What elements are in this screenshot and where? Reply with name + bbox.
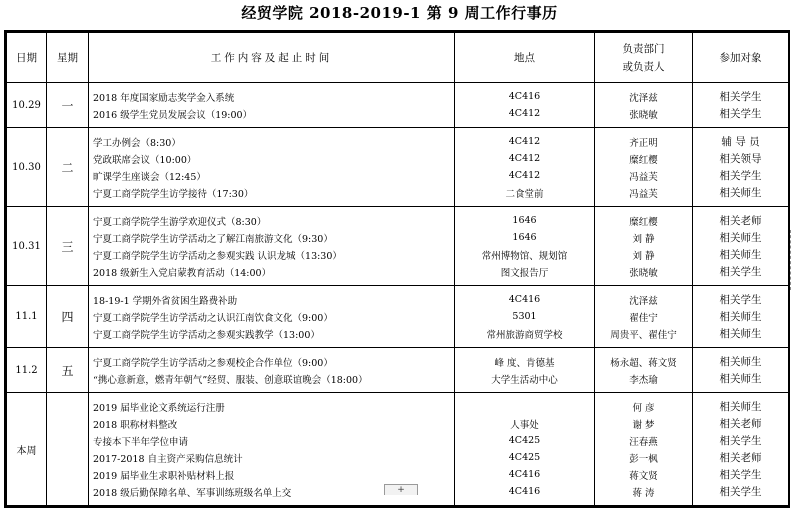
date-cell: 11.1 (7, 286, 47, 348)
attendees-cell: 相关师生 (693, 246, 789, 263)
dept-cell: 冯益芙 (595, 167, 693, 184)
dept-cell: 蒋文贤 (595, 466, 693, 483)
location-cell: 1646 (455, 229, 595, 246)
task-cell: 2018 职称材料整改 (89, 415, 455, 432)
header-dept-line1: 负责部门 (622, 42, 665, 55)
page-title: 经贸学院 2018-2019-1 第 9 周工作行事历 (241, 4, 558, 22)
location-cell: 峰 度、肯德基 (455, 353, 595, 370)
dept-cell: 谢 梦 (595, 415, 693, 432)
schedule-row (7, 353, 789, 370)
spacer-row (7, 500, 789, 506)
dept-cell: 刘 静 (595, 229, 693, 246)
dept-cell: 李杰瑜 (595, 370, 693, 387)
weekday-cell: 五 (47, 348, 89, 393)
task-cell: 党政联席会议（10:00） (89, 150, 455, 167)
location-cell: 二食堂前 (455, 184, 595, 201)
location-cell: 4C425 (455, 449, 595, 466)
task-cell: 2017-2018 自主资产采购信息统计 (89, 449, 455, 466)
schedule-row (7, 325, 789, 342)
attendees-cell: 相关师生 (693, 370, 789, 387)
spacer-cell (693, 500, 789, 506)
dept-cell: 蒋 涛 (595, 483, 693, 500)
location-cell: 4C412 (455, 133, 595, 150)
dept-cell: 沈泽兹 (595, 291, 693, 308)
schedule-row (7, 184, 789, 201)
header-attendees: 参加对象 (693, 33, 789, 83)
dept-cell: 齐正明 (595, 133, 693, 150)
attendees-cell: 相关学生 (693, 105, 789, 122)
attendees-cell: 相关学生 (693, 466, 789, 483)
dept-cell: 何 彦 (595, 398, 693, 415)
schedule-row (7, 246, 789, 263)
weekday-cell: 三 (47, 207, 89, 286)
date-cell: 11.2 (7, 348, 47, 393)
schedule-row (7, 167, 789, 184)
task-cell: 2019 届毕业论文系统运行注册 (89, 398, 455, 415)
attendees-cell: 相关学生 (693, 167, 789, 184)
header-date: 日期 (7, 33, 47, 83)
dept-cell: 刘 静 (595, 246, 693, 263)
task-cell: 2016 级学生党员发展会议（19:00） (89, 105, 455, 122)
task-cell: 2018 年度国家励志奖学金入系统 (89, 88, 455, 105)
location-cell: 4C416 (455, 483, 595, 500)
attendees-cell: 相关领导 (693, 150, 789, 167)
schedule-row (7, 308, 789, 325)
header-dept (595, 33, 693, 83)
weekday-cell: 四 (47, 286, 89, 348)
task-cell: 宁夏工商学院学生访学活动之参观校企合作单位（9:00） (89, 353, 455, 370)
schedule-row (7, 105, 789, 122)
location-cell: 5301 (455, 308, 595, 325)
date-cell: 本周 (7, 393, 47, 506)
spacer-cell (455, 500, 595, 506)
dept-cell: 汪春燕 (595, 432, 693, 449)
attendees-cell: 辅 导 员 (693, 133, 789, 150)
spacer-cell (595, 500, 693, 506)
weekday-cell: 一 (47, 83, 89, 128)
header-dept-line2: 或负责人 (622, 60, 665, 73)
task-cell: 2018 级新生入党启蒙教育活动（14:00） (89, 263, 455, 280)
schedule-row (7, 449, 789, 466)
location-cell: 4C416 (455, 466, 595, 483)
location-cell: 4C416 (455, 88, 595, 105)
task-cell: 旷课学生座谈会（12:45） (89, 167, 455, 184)
attendees-cell: 相关师生 (693, 353, 789, 370)
task-cell: 宁夏工商学院学生访学接待（17:30） (89, 184, 455, 201)
schedule-table-frame (4, 30, 790, 508)
date-cell: 10.31 (7, 207, 47, 286)
task-cell: 2018 级后勤保障名单、军事训练班级名单上交 (89, 483, 455, 500)
weekday-cell: 二 (47, 128, 89, 207)
task-cell: 宁夏工商学院学生访学活动之了解江南旅游文化（9:30） (89, 229, 455, 246)
schedule-row (7, 133, 789, 150)
schedule-row (7, 370, 789, 387)
task-cell: 学工办例会（8:30） (89, 133, 455, 150)
task-cell: 2019 届毕业生求职补贴材料上报 (89, 466, 455, 483)
task-cell: “携心意新意，燃青年朝气”经贸、服装、创意联谊晚会（18:00） (89, 370, 455, 387)
date-cell: 10.30 (7, 128, 47, 207)
location-cell: 4C412 (455, 150, 595, 167)
location-cell: 4C412 (455, 105, 595, 122)
location-cell (455, 398, 595, 415)
task-cell: 宁夏工商学院学生访学活动之认识江南饮食文化（9:00） (89, 308, 455, 325)
location-cell: 常州旅游商贸学校 (455, 325, 595, 342)
location-cell: 1646 (455, 212, 595, 229)
schedule-row (7, 398, 789, 415)
header-location: 地点 (455, 33, 595, 83)
task-cell: 18-19-1 学期外省贫困生路费补助 (89, 291, 455, 308)
attendees-cell: 相关老师 (693, 449, 789, 466)
schedule-row (7, 88, 789, 105)
schedule-row (7, 229, 789, 246)
spacer-cell (89, 500, 455, 506)
location-cell: 常州博物馆、规划馆 (455, 246, 595, 263)
location-cell: 4C412 (455, 167, 595, 184)
dept-cell: 杨永超、蒋文贤 (595, 353, 693, 370)
attendees-cell: 相关师生 (693, 184, 789, 201)
task-cell: 专接本下半年学位申请 (89, 432, 455, 449)
schedule-row (7, 415, 789, 432)
attendees-cell: 相关师生 (693, 398, 789, 415)
attendees-cell: 相关学生 (693, 88, 789, 105)
attendees-cell: 相关师生 (693, 308, 789, 325)
task-cell: 宁夏工商学院学生访学活动之参观实践教学（13:00） (89, 325, 455, 342)
dept-cell: 彭一枫 (595, 449, 693, 466)
schedule-table (6, 32, 789, 506)
dept-cell: 糜红樱 (595, 150, 693, 167)
location-cell: 4C416 (455, 291, 595, 308)
schedule-row (7, 466, 789, 483)
attendees-cell: 相关师生 (693, 325, 789, 342)
header-task: 工作内容及起止时间 (89, 33, 455, 83)
attendees-cell: 相关老师 (693, 212, 789, 229)
add-sheet-button[interactable]: + (384, 484, 418, 495)
task-cell: 宁夏工商学院学生访学活动之参观实践 认识龙城（13:30） (89, 246, 455, 263)
schedule-row (7, 150, 789, 167)
sheet-footer (4, 484, 794, 494)
attendees-cell: 相关学生 (693, 483, 789, 500)
dept-cell: 周贵平、翟佳宁 (595, 325, 693, 342)
date-cell: 10.29 (7, 83, 47, 128)
dept-cell: 张晓敏 (595, 263, 693, 280)
header-weekday: 星期 (47, 33, 89, 83)
schedule-row (7, 432, 789, 449)
location-cell: 大学生活动中心 (455, 370, 595, 387)
dept-cell: 糜红樱 (595, 212, 693, 229)
header-row (7, 33, 789, 83)
location-cell: 4C425 (455, 432, 595, 449)
attendees-cell: 相关学生 (693, 291, 789, 308)
dept-cell: 翟佳宁 (595, 308, 693, 325)
page-break-marker (790, 230, 797, 290)
schedule-row (7, 263, 789, 280)
task-cell: 宁夏工商学院学生游学欢迎仪式（8:30） (89, 212, 455, 229)
schedule-row (7, 291, 789, 308)
attendees-cell: 相关学生 (693, 432, 789, 449)
attendees-cell: 相关师生 (693, 229, 789, 246)
dept-cell: 沈泽兹 (595, 88, 693, 105)
attendees-cell: 相关老师 (693, 415, 789, 432)
location-cell: 图文报告厅 (455, 263, 595, 280)
dept-cell: 张晓敏 (595, 105, 693, 122)
attendees-cell: 相关学生 (693, 263, 789, 280)
dept-cell: 冯益芙 (595, 184, 693, 201)
location-cell: 人事处 (455, 415, 595, 432)
schedule-row (7, 212, 789, 229)
